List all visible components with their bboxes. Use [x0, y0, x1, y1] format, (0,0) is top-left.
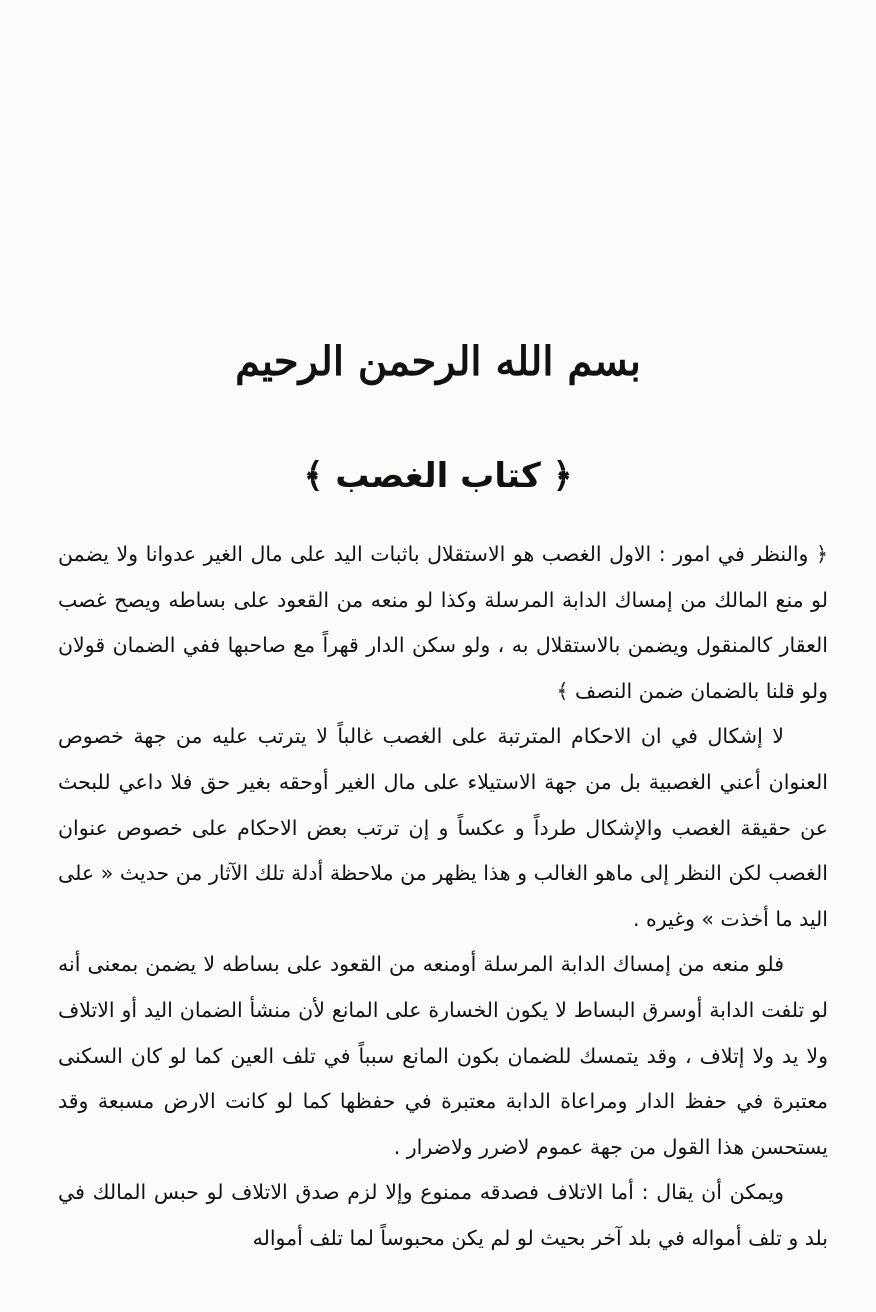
chapter-title: ﴿ كتاب الغصب ﴾	[303, 456, 573, 496]
body-text	[58, 532, 828, 1262]
basmala-calligraphy: بسم الله الرحمن الرحيم	[235, 338, 641, 385]
matn-paragraph: ﴿ والنظر في امور : الاول الغصب هو الاستقلال باثبات اليد على مال الغير عدوانا ولا يضمن لو منع المالك من إمساك الدابة المرسلة وكذا لو منعه من القعود على بساطه ويصح غصب العقار كالمنقول ويضمن بالاستقلال به ، ولو سكن الدار قهراً مع صاحبها ففي الضمان قولان ولو قلنا بالضمان ضمن النصف ﴾	[58, 542, 828, 703]
commentary-paragraph-1: لا إشكال في ان الاحكام المترتبة على الغصب غالباً لا يترتب عليه من جهة خصوص العنوان أعني الغصبية بل من جهة الاستيلاء على مال الغير أوحقه بغير حق فلا داعي للبحث عن حقيقة الغصب والإشكال طرداً و عكساً و إن ترتب بعض الاحكام على خصوص عنوان الغصب لكن النظر إلى ماهو الغالب و هذا يظهر من ملاحظة أدلة تلك الآثار من حديث « على اليد ما أخذت » وغيره .	[58, 724, 828, 931]
commentary-paragraph-3: ويمكن أن يقال : أما الاتلاف فصدقه ممنوع وإلا لزم صدق الاتلاف لو حبس المالك في بلد و تلف أمواله في بلد آخر بحيث لو لم يكن محبوساً لما تلف أمواله	[58, 1180, 828, 1250]
commentary-paragraph-2: فلو منعه من إمساك الدابة المرسلة أومنعه من القعود على بساطه لا يضمن بمعنى أنه لو تلفت الدابة أوسرق البساط لا يكون الخسارة على المانع لأن منشأ الضمان اليد أو الاتلاف ولا يد ولا إتلاف ، وقد يتمسك للضمان بكون المانع سبباً في تلف العين كما لو كان السكنى معتبرة في حفظ الدار ومراعاة الدابة معتبرة في حفظها كما لو كانت الارض مسبعة وقد يستحسن هذا القول من جهة عموم لاضرر ولاضرار .	[58, 952, 828, 1159]
